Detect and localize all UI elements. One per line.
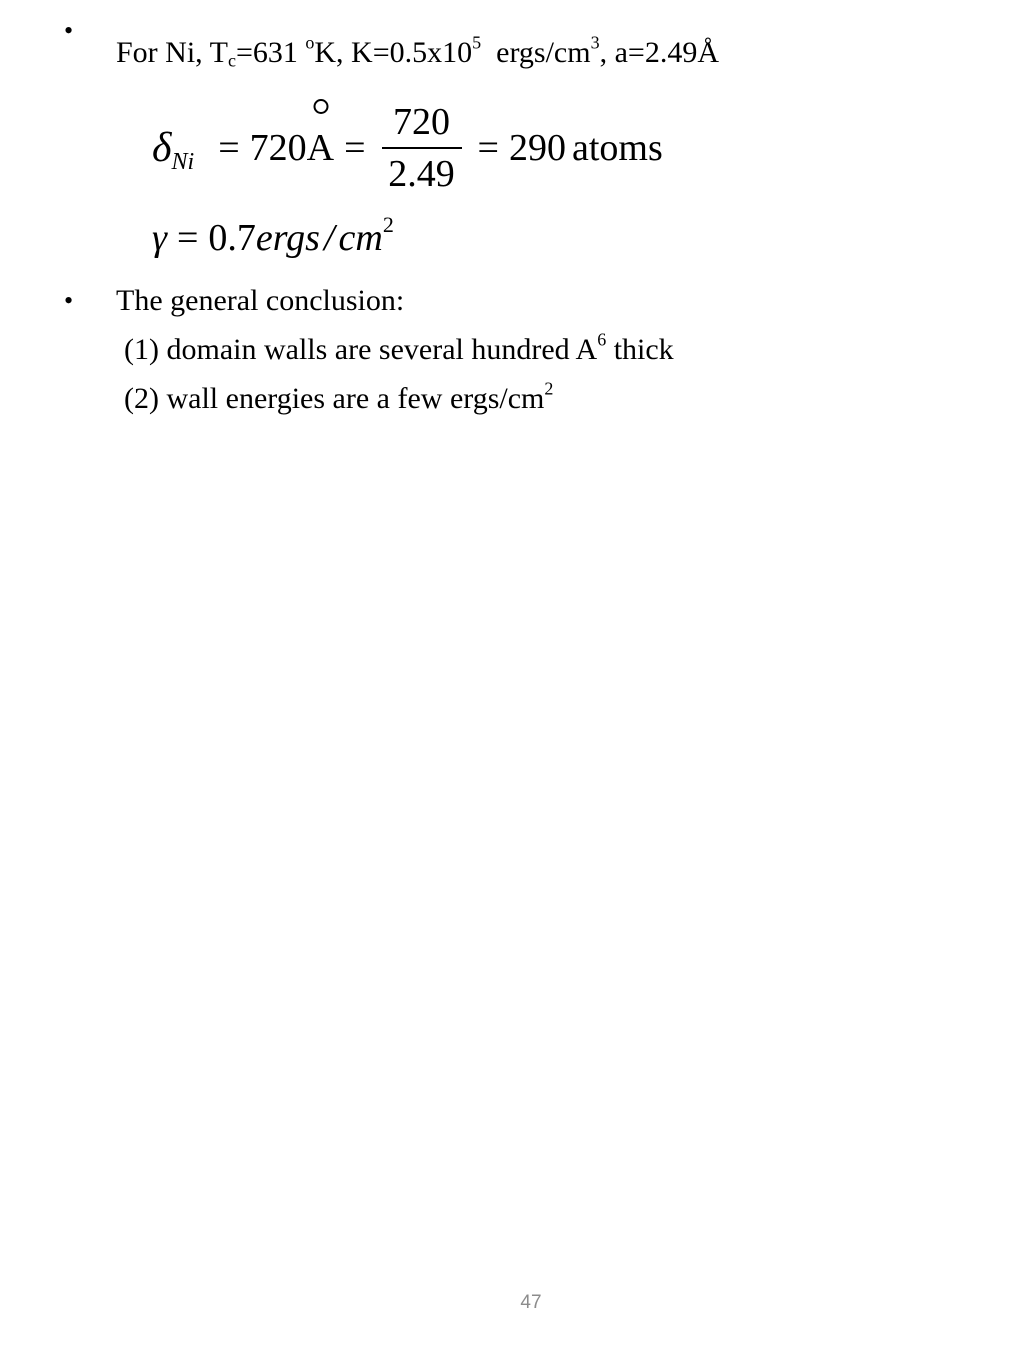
energy-unit: ergs [255, 217, 320, 259]
equals-sign: = [344, 127, 366, 169]
equals-sign: = [477, 127, 499, 169]
conclusion-text: (1) domain walls are several hundred A [124, 333, 598, 366]
result-unit: atoms [571, 127, 663, 169]
tc-value: =631 [235, 36, 306, 69]
delta-subscript: Ni [171, 149, 195, 175]
fraction-numerator: 720 [393, 101, 451, 143]
angstrom-ring-icon [313, 99, 328, 114]
conclusion-heading: The general conclusion: [116, 284, 405, 317]
nickel-parameters-line [116, 32, 719, 71]
conclusion-item [124, 329, 674, 366]
degree-superscript: o [305, 32, 315, 53]
wall-thickness-equation [152, 98, 663, 198]
bullet-marker: • [64, 286, 74, 315]
energy-value: 0.7 [208, 217, 256, 259]
equals-sign: = [218, 127, 240, 169]
thickness-value-wrap [250, 129, 334, 167]
conclusion-text: (2) wall energies are a few ergs/cm [124, 382, 545, 415]
nickel-prefix: For Ni, T [116, 36, 228, 69]
conclusion-superscript: 6 [597, 329, 607, 350]
fraction-denominator: 2.49 [388, 153, 455, 195]
result-value: 290 [508, 127, 566, 169]
delta-symbol: δ [152, 125, 172, 171]
units-exponent: 3 [590, 32, 600, 53]
fraction [382, 103, 462, 193]
page-number: 47 [520, 1292, 542, 1313]
conclusion-superscript: 2 [544, 378, 554, 399]
unit-slash: / [323, 217, 335, 259]
conclusion-item [124, 378, 554, 415]
thickness-value: 720A [249, 127, 335, 169]
anisotropy-exponent: 5 [472, 32, 482, 53]
wall-energy-equation [152, 214, 394, 257]
conclusion-suffix: thick [606, 333, 674, 366]
lattice-constant: , a=2.49Å [599, 36, 719, 69]
equals-sign: = [176, 217, 199, 259]
bullet-marker: • [64, 16, 74, 45]
gamma-symbol: γ [152, 217, 167, 259]
area-exponent: 2 [382, 212, 394, 237]
tc-subscript: c [227, 50, 236, 71]
energy-unit-area: cm [338, 217, 383, 259]
anisotropy-text: K, K=0.5x10 [314, 36, 473, 69]
units-text: ergs/cm [481, 36, 591, 69]
